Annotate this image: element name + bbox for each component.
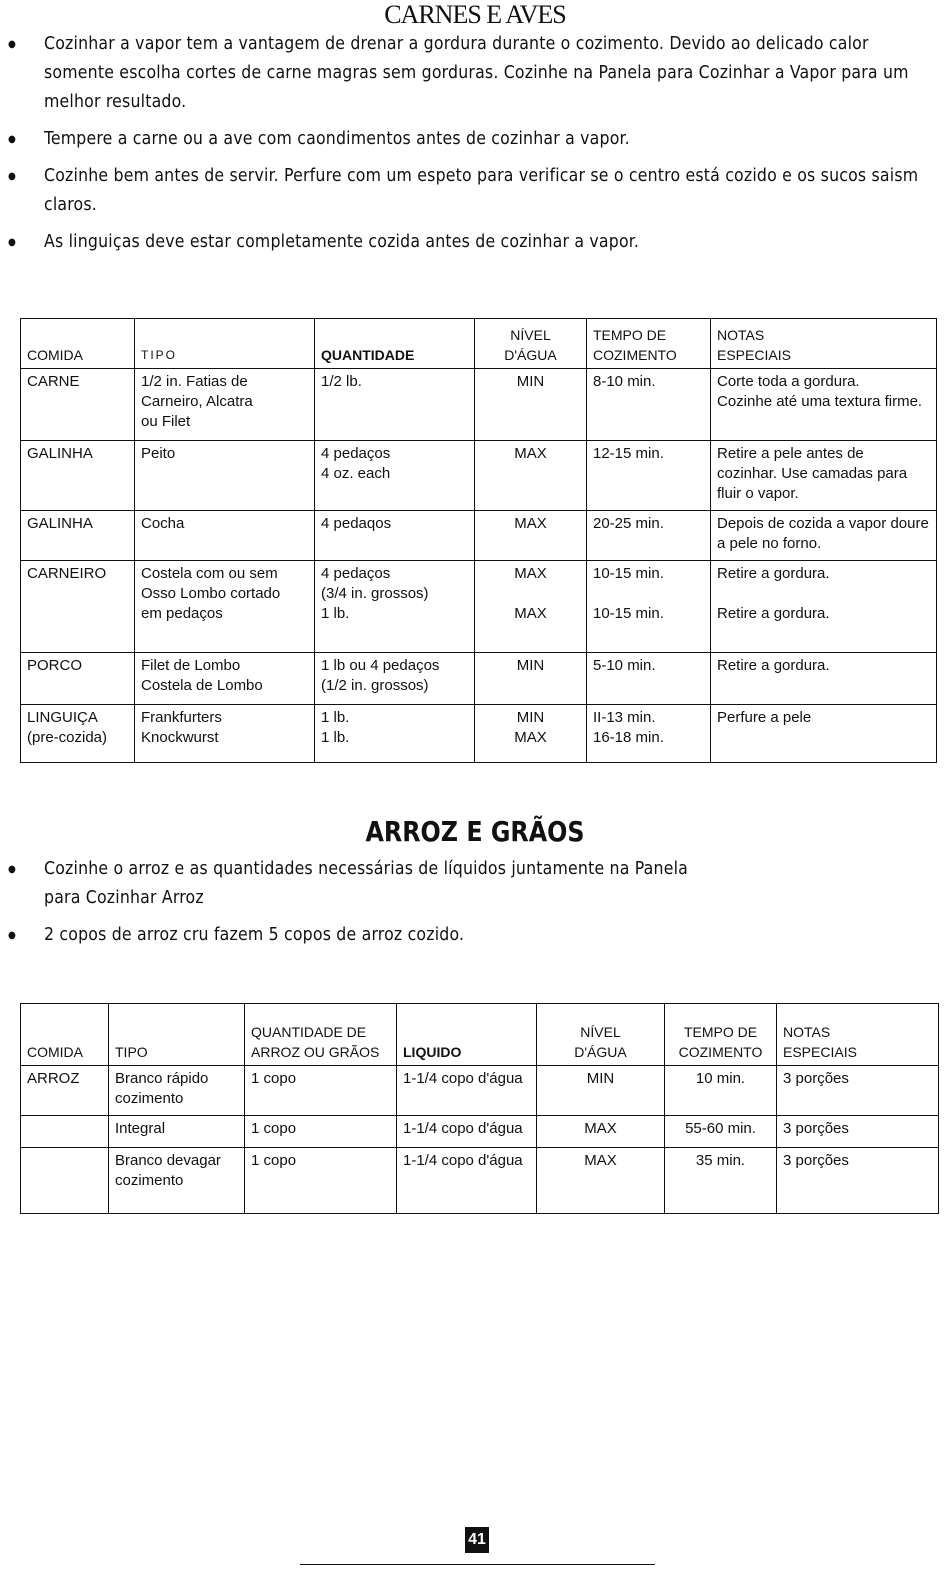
cell: 3 porções — [777, 1116, 939, 1148]
cell: CARNE — [21, 369, 135, 441]
carnes-bullet-list — [8, 30, 928, 265]
cell: Retire a gordura. Retire a gordura. — [711, 561, 937, 653]
cell: 4 pedaços (3/4 in. grossos) 1 lb. — [315, 561, 475, 653]
table-row — [21, 369, 937, 441]
arroz-table — [20, 1003, 939, 1214]
cell: LINGUIÇA (pre-cozida) — [21, 705, 135, 763]
cell: 1 copo — [245, 1066, 397, 1116]
header-notas: NOTAS ESPECIAIS — [777, 1004, 939, 1066]
cell: 20-25 min. — [587, 511, 711, 561]
cell: PORCO — [21, 653, 135, 705]
page-number: 41 — [465, 1527, 489, 1553]
cell: MIN — [475, 653, 587, 705]
footer-rule — [300, 1564, 655, 1565]
cell: 1 copo — [245, 1116, 397, 1148]
carnes-table — [20, 318, 937, 763]
header-liquido: LIQUIDO — [397, 1004, 537, 1066]
cell: 8-10 min. — [587, 369, 711, 441]
cell: Perfure a pele — [711, 705, 937, 763]
cell: 35 min. — [665, 1148, 777, 1214]
header-tempo: TEMPO DE COZIMENTO — [587, 319, 711, 369]
header-quantidade: QUANTIDADE — [315, 319, 475, 369]
cell: 5-10 min. — [587, 653, 711, 705]
cell: Cocha — [135, 511, 315, 561]
header-tipo: TIPO — [109, 1004, 245, 1066]
cell: MIN MAX — [475, 705, 587, 763]
header-comida: COMIDA — [21, 319, 135, 369]
table-row — [21, 561, 937, 653]
header-nivel: NÍVEL D'ÁGUA — [537, 1004, 665, 1066]
header-comida: COMIDA — [21, 1004, 109, 1066]
cell: 1/2 lb. — [315, 369, 475, 441]
cell: MAX — [475, 441, 587, 511]
cell — [21, 1148, 109, 1214]
cell: 55-60 min. — [665, 1116, 777, 1148]
cell: Branco rápido cozimento — [109, 1066, 245, 1116]
cell: 10 min. — [665, 1066, 777, 1116]
header-tempo: TEMPO DE COZIMENTO — [665, 1004, 777, 1066]
bullet-item: ● Tempere a carne ou a ave com caondimentos antes de cozinhar a vapor. — [8, 125, 928, 154]
bullet-item: ● 2 copos de arroz cru fazem 5 copos de arroz cozido. — [8, 921, 708, 950]
cell: 3 porções — [777, 1148, 939, 1214]
cell: 1 copo — [245, 1148, 397, 1214]
table-row — [21, 441, 937, 511]
section-title-arroz: ARROZ E GRÃOS — [365, 815, 585, 848]
bullet-item: ● Cozinhar a vapor tem a vantagem de drenar a gordura durante o cozimento. Devido ao delicado calor somente escolha cortes de carne magras sem gorduras. Cozinhe na Panela para Cozinhar a Vapor para um melhor resultado. — [8, 30, 928, 117]
cell: 1 lb ou 4 pedaços (1/2 in. grossos) — [315, 653, 475, 705]
cell: MAX — [537, 1116, 665, 1148]
cell: MAX — [475, 511, 587, 561]
bullet-item: ● Cozinhe o arroz e as quantidades necessárias de líquidos juntamente na Panela para Cozinhar Arroz — [8, 855, 708, 913]
arroz-bullet-list — [8, 855, 708, 958]
cell: ARROZ — [21, 1066, 109, 1116]
header-notas: NOTAS ESPECIAIS — [711, 319, 937, 369]
cell: GALINHA — [21, 511, 135, 561]
table-row — [21, 511, 937, 561]
cell: MIN — [537, 1066, 665, 1116]
table-row — [21, 653, 937, 705]
cell: Retire a gordura. — [711, 653, 937, 705]
cell: Depois de cozida a vapor doure a pele no forno. — [711, 511, 937, 561]
cell: Integral — [109, 1116, 245, 1148]
header-nivel: NÍVEL D'ÁGUA — [475, 319, 587, 369]
section-title-carnes: CARNES E AVES — [384, 0, 566, 29]
cell: 1-1/4 copo d'água — [397, 1116, 537, 1148]
table-row — [21, 1066, 939, 1116]
cell: Branco devagar cozimento — [109, 1148, 245, 1214]
cell: 1/2 in. Fatias de Carneiro, Alcatra ou Filet — [135, 369, 315, 441]
cell: Retire a pele antes de cozinhar. Use camadas para fluir o vapor. — [711, 441, 937, 511]
header-tipo: TIPO — [135, 319, 315, 369]
cell: 1-1/4 copo d'água — [397, 1066, 537, 1116]
cell: Costela com ou sem Osso Lombo cortado em pedaços — [135, 561, 315, 653]
cell: Peito — [135, 441, 315, 511]
bullet-item: ● Cozinhe bem antes de servir. Perfure com um espeto para verificar se o centro está cozido e os sucos saism claros. — [8, 162, 928, 220]
cell: Frankfurters Knockwurst — [135, 705, 315, 763]
cell: Filet de Lombo Costela de Lombo — [135, 653, 315, 705]
bullet-item: ● As linguiças deve estar completamente cozida antes de cozinhar a vapor. — [8, 228, 928, 257]
cell: 10-15 min. 10-15 min. — [587, 561, 711, 653]
cell: CARNEIRO — [21, 561, 135, 653]
cell: Corte toda a gordura. Cozinhe até uma textura firme. — [711, 369, 937, 441]
cell: MAX — [537, 1148, 665, 1214]
cell: 12-15 min. — [587, 441, 711, 511]
cell: 3 porções — [777, 1066, 939, 1116]
cell: 1-1/4 copo d'água — [397, 1148, 537, 1214]
cell: MAX MAX — [475, 561, 587, 653]
cell: 4 pedaços 4 oz. each — [315, 441, 475, 511]
cell: GALINHA — [21, 441, 135, 511]
cell — [21, 1116, 109, 1148]
table-row — [21, 1116, 939, 1148]
cell: II-13 min. 16-18 min. — [587, 705, 711, 763]
header-quantidade: QUANTIDADE DE ARROZ OU GRÃOS — [245, 1004, 397, 1066]
table-row — [21, 1148, 939, 1214]
cell: MIN — [475, 369, 587, 441]
cell: 4 pedaqos — [315, 511, 475, 561]
table-row — [21, 705, 937, 763]
cell: 1 lb. 1 lb. — [315, 705, 475, 763]
